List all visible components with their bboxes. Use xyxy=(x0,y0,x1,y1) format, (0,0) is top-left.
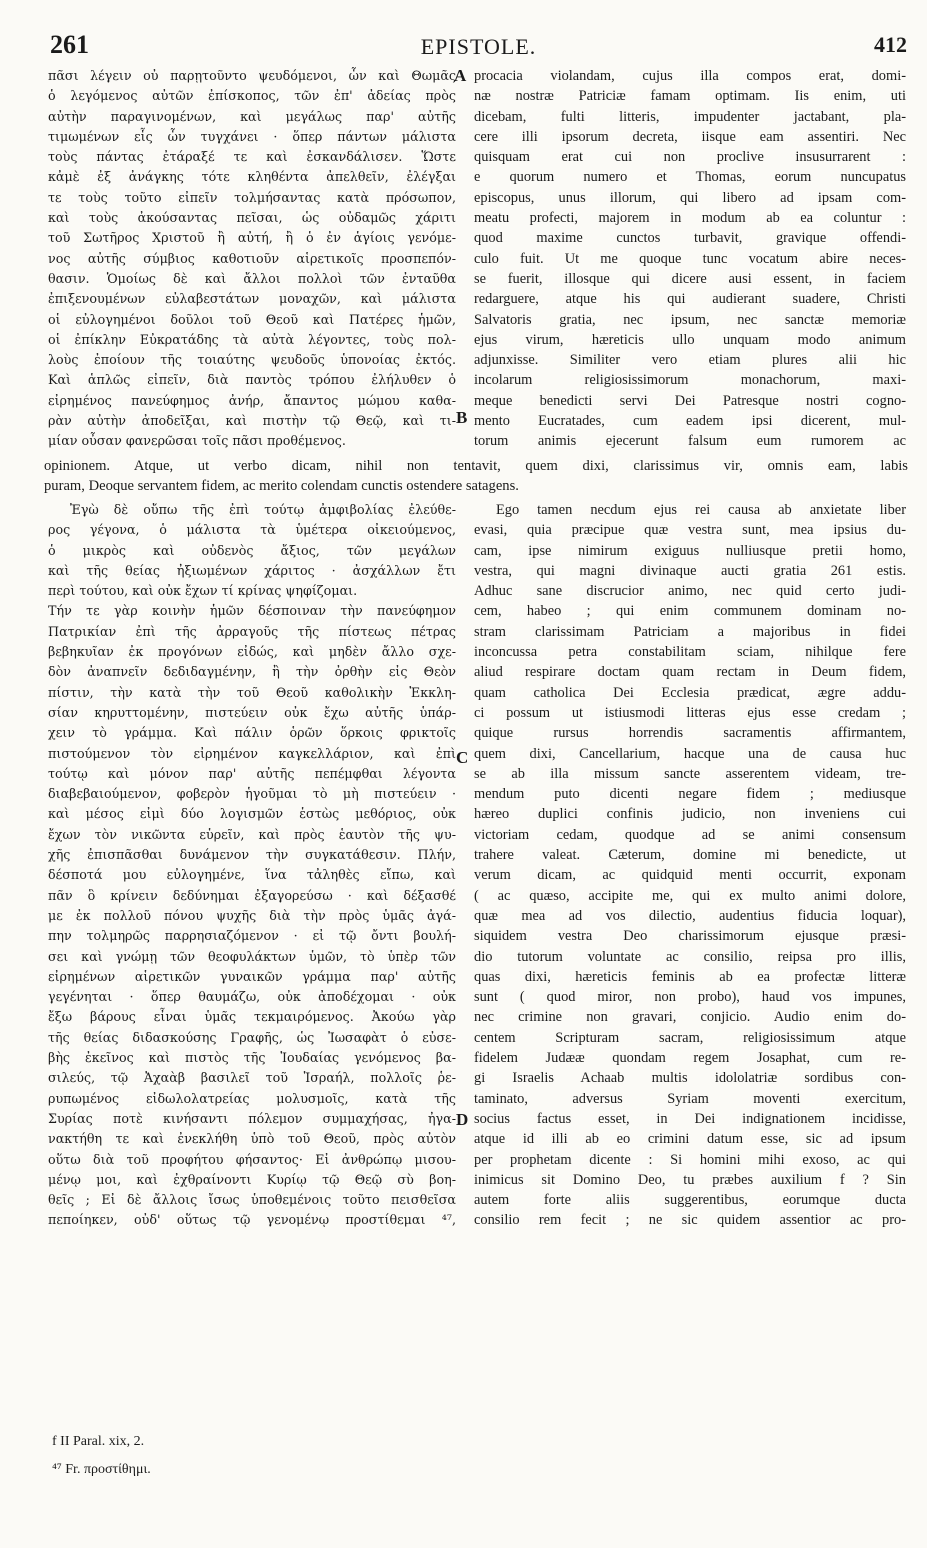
latin-text-line: cere illi ipsorum decreta, iisque eam assentiri. Nec xyxy=(474,128,906,145)
latin-text-line: dio tutorum voluntate ac consilio, reipsa pro illis, xyxy=(474,948,906,965)
greek-text-line: δέσποτά μου εὐλογημένε, ἵνα τἀληθὲς εἴπω, καὶ xyxy=(48,867,456,883)
latin-text-line: fidelem Judææ quondam regem Josaphat, cum re- xyxy=(474,1050,906,1067)
greek-text-line: δὸν ἀναπνεῖν δεδιδαγμένην, ἢ τὴν ὀρθὴν εἰς Θεὸν xyxy=(48,664,456,680)
latin-text-line: Ego tamen necdum ejus rei causa ab anxietate liber xyxy=(496,502,906,518)
latin-text-line: sunt ( quod miror, non probo), haud vos impunes, xyxy=(474,989,906,1006)
latin-text-line: victoriam cedam, quodque ad se animi consensum xyxy=(474,826,906,843)
latin-text-line: procacia violandam, cujus illa compos erat, domi- xyxy=(474,68,906,84)
greek-text-line: Καὶ ἁπλῶς εἰπεῖν, διὰ παντὸς τρόπου ἐλήλυθεν ὁ xyxy=(48,372,456,388)
greek-text-line: Τήν τε γὰρ κοινὴν ἡμῶν δέσποιναν τὴν πανεύφημον xyxy=(48,603,456,619)
latin-text-line: autem forte aliis suggerentibus, eorumque ducta xyxy=(474,1192,906,1209)
latin-text-line: quæ mea ad vos dilectio, audentius fiducia loquar), xyxy=(474,907,906,924)
latin-text-line: inimicus sit Domino Deo, tu præbes auxilium f ? Sin xyxy=(474,1171,906,1188)
latin-text-line: siquidem vestra Deo charissimorum ejusque præsi- xyxy=(474,928,906,945)
greek-text-line: γεγένηται · ὅπερ θαυμάζω, οὐκ ἀποδέχομαι · οὐκ xyxy=(48,989,456,1005)
latin-text-line: quas dixi, hæreticis feminis ab ea profectæ litteræ xyxy=(474,968,906,985)
latin-text-line: inconcussa petra constabilitam sciam, nihilque fere xyxy=(474,644,906,661)
latin-text-line: aliud respirare doctam quam rectam in Deum fidem, xyxy=(474,664,906,681)
latin-text-line: vestra, qui magni divinaque aucti gratia 261 estis. xyxy=(474,562,906,579)
latin-text-line: incolarum religiosissimorum monachorum, maxi- xyxy=(474,372,906,389)
greek-text-line: νακτήθη τε καὶ ἐνεκλήθη ὑπὸ τοῦ Θεοῦ, πρὸς αὐτὸν xyxy=(48,1131,456,1147)
latin-text-line: gi Israelis Achaab multis idololatriæ sordibus con- xyxy=(474,1070,906,1087)
greek-text-line: πην τολμηρῶς παρρησιαζόμενον · εἰ τῷ ὄντι βουλή- xyxy=(48,928,456,944)
greek-text-line: εἰρημένων αἱρετικῶν γυναικῶν γράμμα παρ' αὐτῆς xyxy=(48,968,456,984)
section-marker-a: A xyxy=(454,66,467,85)
greek-text-line: κἀμὲ ἐξ ἀνάγκης τότε κληθέντα ἀπελθεῖν, ἐλέγξαι xyxy=(48,169,456,185)
greek-text-line: καὶ μέσος εἰμὶ δύο λογισμῶν ἑστὼς μεθόριος, οὐκ xyxy=(48,806,456,822)
latin-text-line: redarguere, atque his qui audierant suadere, Christi xyxy=(474,291,906,308)
latin-text-line: mento Eucratades, cum eadem ipsi dicerent, mul- xyxy=(474,413,906,430)
latin-text-line: se fuerit, illosque qui dicere ausi essent, in faciem xyxy=(474,270,906,287)
greek-text-line: οἱ ἐπίκλην Εὐκρατάδης τὰ αὐτὰ λέγοντες, τοὺς πολ- xyxy=(48,331,456,347)
latin-text-line: meque benedicti servi Dei Patresque nostri cogno- xyxy=(474,392,906,409)
greek-text-line: ρος γέγονα, ὁ μάλιστα τὰ ὑμέτερα οἰκειούμενος, xyxy=(48,522,456,538)
latin-text-line: consilio rem fecit ; ne sic quidem assentior ac pro- xyxy=(474,1212,906,1229)
greek-text-line: περὶ τούτου, καὶ οὐκ ἔχων τί κρίνας ψηφίζομαι. xyxy=(48,583,358,599)
latin-text-line: ejus virum, hæreticis ullo unquam modo animum xyxy=(474,331,906,348)
greek-text-line: λοὺς ἐποίουν τῆς τοιαύτης ψευδοῦς ὑπονοίας ἐκτός. xyxy=(48,352,456,368)
latin-column-lower xyxy=(474,500,906,1231)
latin-text-line: adjunxisse. Similiter vero etiam plures alii hic xyxy=(474,352,906,369)
greek-text-line: μίαν οὖσαν φανερῶσαι τοῖς πᾶσι προθέμενος. xyxy=(48,433,346,449)
section-marker-d: D xyxy=(456,1110,469,1129)
greek-text-line: τιμωμένων εἷς ὧν τυγχάνει · ὅπερ πάντων μάλιστα xyxy=(48,128,456,144)
greek-text-line: με ἐκ πολλοῦ πόνου ψυχῆς διὰ τὴν πρὸς ὑμᾶς ἀγά- xyxy=(48,907,456,923)
latin-text-line: torum animis ejecerunt falsum eum rumorem ac xyxy=(474,433,906,450)
greek-text-line: χειν τὸ γράμμα. Καὶ πάλιν ὁρῶν ὅρκοις φρικτοῖς xyxy=(48,725,456,741)
footnotes xyxy=(52,1428,151,1484)
latin-text-line: meatu profecti, majorem in modum ab ea coluntur : xyxy=(474,210,906,227)
latin-text-line: cem, habeo ; qui enim communem dominam no- xyxy=(474,603,906,620)
greek-text-line: θεῖς ; Εἰ δὲ ἄλλοις ἴσως ὑποθεμένοις τοῦτο πεισθεῖσα xyxy=(48,1192,456,1208)
latin-text-line: quisquam erat cui non proclive insusurrarent : xyxy=(474,149,906,166)
latin-text-line: per prophetam dicente : Si homini mihi exoso, ac qui xyxy=(474,1151,906,1168)
latin-text-line: mendum puto dicenti negare fidem ; mediusque xyxy=(474,786,906,803)
greek-text-line: βὴς ἐκεῖνος καὶ πιστὸς τῆς Ἰουδαίας γενόμενος βα- xyxy=(48,1050,456,1066)
latin-full-width-paragraph xyxy=(44,456,908,497)
greek-text-line: νος αὐτῆς σύμβιος καθοτιοῦν αἱρετικοῖς προσπεπόν- xyxy=(48,250,456,266)
latin-text-line: stram clarissimam Patriciam a majoribus in fidei xyxy=(474,623,906,640)
latin-text-line: taminato, adversus Syriam moventi exercitum, xyxy=(474,1090,906,1107)
latin-text-line: se ab illa missum sancte asserentem videam, tre- xyxy=(474,765,906,782)
page-number-left: 261 xyxy=(50,30,89,59)
latin-column-upper xyxy=(474,66,906,452)
running-title: EPISTOLE. xyxy=(420,34,537,59)
greek-text-line: θασιν. Ὁμοίως δὲ καὶ ἄλλοι πολλοὶ τῶν ἐνταῦθα xyxy=(48,270,456,286)
latin-text-line: næ nostræ Patriciæ famam optimam. Iis enim, uti xyxy=(474,88,906,105)
latin-text-line: Salvatoris gratia, nec ipsum, nec sanctæ memoriæ xyxy=(474,311,906,328)
greek-text-line: Συρίας ποτὲ κινήσαντι πόλεμον συμμαχήσας, ἠγα- xyxy=(48,1110,456,1126)
greek-text-line: μένῳ μοι, καὶ ἐχθραίνοντι Κυρίῳ τῷ Θεῷ σὺ βοη- xyxy=(48,1171,456,1187)
greek-text-line: ὁ λεγόμενος αὐτῶν ἐπίσκοπος, τῶν ἐπ' ἀδείας πρὸς xyxy=(48,88,456,104)
greek-text-line: ἔχων τὸν νικῶντα εὑρεῖν, καὶ πρὸς ἑαυτὸν τῆς ψυ- xyxy=(48,826,456,842)
greek-text-line: εἰρημένος πανεύφημος ἀνήρ, ἄπαντος μώμου καθα- xyxy=(48,392,456,408)
latin-text-line: quod maxime cunctos turbavit, gravique offendi- xyxy=(474,230,906,247)
greek-text-line: σίαν κηρυττομένην, πιστεύειν οὐκ ἔχω αὐτῆς ὑπάρ- xyxy=(48,704,456,720)
footnote: f II Paral. xix, 2. xyxy=(52,1434,145,1449)
page-number-right: 412 xyxy=(874,32,907,57)
latin-text-line: verum dicam, ac quidquid menti occurrit, exponam xyxy=(474,867,906,884)
greek-text-line: σει καὶ γνώμῃ τῶν θεοφυλάκτων ὑμῶν, τὸ ὑπὲρ τῶν xyxy=(48,948,456,964)
latin-text-line: quem dixi, Cancellarium, hacque una de causa huc xyxy=(474,745,906,762)
greek-text-line: ρυπωμένος εἰδωλολατρείας μολυσμοῖς, κατὰ τῆς xyxy=(48,1090,456,1106)
latin-text-line: ( ac quæso, accipite me, qui ex multo animi dolore, xyxy=(474,887,906,904)
greek-text-line: οὕτω διὰ τοῦ προφήτου φήσαντος· Εἰ ἀνθρώπῳ μισου- xyxy=(48,1151,456,1167)
greek-text-line: σιλεύς, τῷ Ἀχαὰβ βασιλεῖ τοῦ Ἰσραήλ, πολλοῖς ῥε- xyxy=(48,1070,456,1086)
page-header xyxy=(50,30,907,70)
latin-text-line: puram, Deoque servantem fidem, ac merito colendam cunctis ostendere satagens. xyxy=(44,478,519,495)
latin-text-line: dicebam, fulti litteris, impudenter jactabant, pla- xyxy=(474,108,906,125)
greek-text-line: καὶ τῆς θείας ἠξιωμένων χάριτος · ἀσχάλλων ἔτι xyxy=(48,562,456,578)
greek-text-line: τῆς θείας διδασκούσης Γραφῆς, ὡς Ἰωσαφὰτ ὁ εὐσε- xyxy=(48,1029,456,1045)
greek-text-line: πᾶσι λέγειν οὐ παρῃτοῦντο ψευδόμενοι, ὧν καὶ Θωμᾶς xyxy=(48,68,456,83)
latin-text-line: quique rursus horrendis sacramentis affirmantem, xyxy=(474,725,906,742)
greek-text-line: ρὰν αὐτὴν ἀποδεῖξαι, καὶ πιστὴν τῷ Θεῷ, καὶ τι- xyxy=(48,413,456,429)
latin-text-line: nec crimine non gravari, conjicio. Audio enim do- xyxy=(474,1009,906,1026)
latin-text-line: opinionem. Atque, ut verbo dicam, nihil non tentavit, quem dixi, clarissimus vir, omnis eam, labis xyxy=(44,458,908,474)
latin-text-line: socius factus esset, in Dei indignationem incidisse, xyxy=(474,1110,906,1127)
latin-text-line: cam, ipse nimirum exiguus nulliusque pretii homo, xyxy=(474,542,906,559)
latin-text-line: evasi, quia præcipue quæ vestra sunt, mea ipsius du- xyxy=(474,522,906,539)
latin-text-line: centem Scripturam sacram, religiosissimum atque xyxy=(474,1029,906,1046)
greek-text-line: τοῦ Σωτῆρος Χριστοῦ ἢ αὐτή, ἢ ὁ ἐν ἁγίοις γενόμε- xyxy=(48,230,456,246)
latin-text-line: quam catholica Dei Ecclesia prædicat, ægre addu- xyxy=(474,684,906,701)
greek-text-line: πεποίηκεν, οὐδ' οὕτως τῷ γενομένῳ προστίθεμαι ⁴⁷, xyxy=(48,1212,456,1228)
greek-text-line: τε τοὺς τοῦτο εἰπεῖν τολμήσαντας κατὰ πρόσωπον, xyxy=(48,189,456,205)
greek-text-line: ἔξω βάρους εἶναι ὑμᾶς τεκμαιρόμενος. Ἀκούω γὰρ xyxy=(48,1009,456,1025)
greek-column-upper xyxy=(48,66,456,452)
greek-text-line: πᾶν ὃ κρίνειν δεδύνημαι ἐξαγορεύσω · καὶ δέξασθέ xyxy=(48,887,456,903)
greek-text-line: τούτῳ καὶ μόνον παρ' αὐτῆς πεπέμφθαι λέγοντα xyxy=(48,765,456,781)
section-marker-c: C xyxy=(456,748,469,767)
greek-text-line: καὶ τοὺς ἀκούσαντας πεῖσαι, ὡς οὐδαμῶς χάριτι xyxy=(48,210,456,226)
latin-text-line: ci possum ut istiusmodi litteras ejus esse credam ; xyxy=(474,704,906,721)
latin-text-line: atque id illi ab eo crimini datum esse, sic ad ipsum xyxy=(474,1131,906,1148)
greek-text-line: διαβεβαιούμενον, φοβερὸν ἡγοῦμαι τὸ μὴ πιστεύειν · xyxy=(48,786,456,802)
latin-text-line: Adhuc sane discrucior animo, nec quid certo judi- xyxy=(474,583,906,600)
greek-column-lower xyxy=(48,500,456,1231)
greek-text-line: βεβηκυῖαν ἐκ προγόνων εἰδώς, καὶ μηδὲν ἄλλο σχε- xyxy=(48,644,456,660)
latin-text-line: culo fuit. Ut me quoque tunc vocatum abire neces- xyxy=(474,250,906,267)
footnote: ⁴⁷ Fr. προστίθημι. xyxy=(52,1462,151,1477)
greek-text-line: Ἐγὼ δὲ οὔπω τῆς ἐπὶ τούτῳ ἀμφιβολίας ἐλεύθε- xyxy=(70,502,456,517)
greek-text-line: Πατρικίαν ἐπὶ τῆς ἀρραγοῦς τῆς πίστεως πέτρας xyxy=(48,623,456,639)
greek-text-line: πιστούμενον τὸν εἰρημένον καγκελλάριον, καὶ ἐπὶ xyxy=(48,745,456,761)
latin-text-line: e quorum numero et Thomas, eorum nuncupatus xyxy=(474,169,906,186)
greek-text-line: ὁ μικρὸς καὶ οὐδενὸς ἄξιος, τῶν μεγάλων xyxy=(48,542,456,558)
greek-text-line: αὐτὴν παραγινομένων, καὶ μεγάλως παρ' αὐτῆς xyxy=(48,108,456,124)
latin-text-line: hæreo duplici confinis judicio, non inveniens cui xyxy=(474,806,906,823)
section-marker-b: B xyxy=(456,408,468,427)
latin-text-line: trahere valeat. Cæterum, domine mi benedicte, ut xyxy=(474,847,906,864)
latin-text-line: episcopus, unus illorum, qui libero ad ipsam com- xyxy=(474,189,906,206)
greek-text-line: οἱ εὐλογημένοι δοῦλοι τοῦ Θεοῦ καὶ Πατέρες ἡμῶν, xyxy=(48,311,456,327)
greek-text-line: ἐπιξενουμένων εὐλαβεστάτων μοναχῶν, καὶ μάλιστα xyxy=(48,291,456,307)
greek-text-line: χῆς ἐπισπᾶσθαι δυνάμενον τὴν συγκατάθεσιν. Πλήν, xyxy=(48,847,456,863)
greek-text-line: τοὺς πάντας ἐτάραξέ τε καὶ ἐσκανδάλισεν. Ὥστε xyxy=(48,149,456,165)
greek-text-line: πίστιν, τὴν κατὰ τὴν τοῦ Θεοῦ καθολικὴν Ἐκκλη- xyxy=(48,684,456,700)
